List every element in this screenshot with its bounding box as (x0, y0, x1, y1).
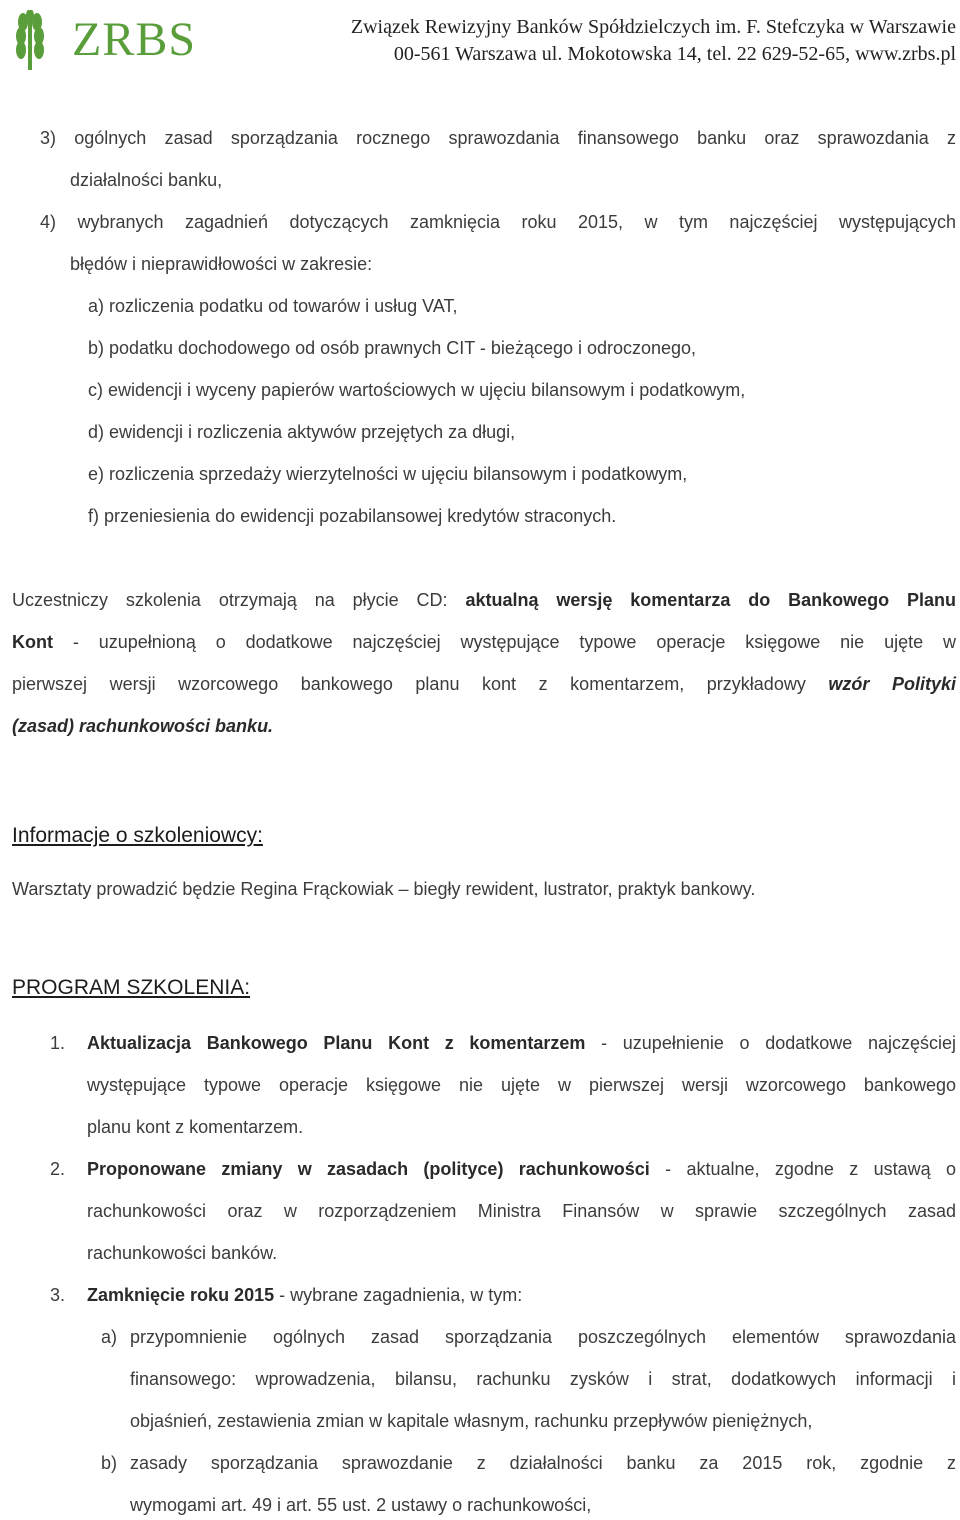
topic-item-4-line2: błędów i nieprawidłowości w zakresie: (70, 254, 373, 274)
subtopic-c: c) ewidencji i wyceny papierów wartościowych w ujęciu bilansowym i podatkowym, (88, 380, 746, 400)
program-item-1-line3: planu kont z komentarzem. (87, 1117, 304, 1137)
program-subitem-b-marker: b) (101, 1453, 118, 1473)
subtopic-f: f) przeniesienia do ewidencji pozabilansowej kredytów straconych. (88, 506, 617, 526)
program-subitem-a-line2: finansowego: wprowadzenia, bilansu, rachunku zysków i strat, dodatkowych informacji i (130, 1369, 956, 1389)
program-item-1-title: Aktualizacja Bankowego Planu Kont z komentarzem (87, 1033, 586, 1053)
cd-intro-text: Uczestniczy szkolenia otrzymają na płycie CD: (12, 590, 466, 610)
cd-desc-text: - uzupełnioną o dodatkowe najczęściej występujące typowe operacje księgowe nie ujęte w (52, 632, 956, 652)
program-heading: PROGRAM SZKOLENIA: (12, 976, 251, 999)
program-item-3-title: Zamknięcie roku 2015 (87, 1285, 275, 1305)
program-item-1-line2: występujące typowe operacje księgowe nie ujęte w pierwszej wersji wzorcowego bankowego (87, 1075, 956, 1095)
cd-desc-text-2: pierwszej wersji wzorcowego bankowego planu kont z komentarzem, przykładowy (12, 674, 829, 694)
topic-item-4-line1: 4) wybranych zagadnień dotyczących zamknięcia roku 2015, w tym najczęściej występujących (40, 212, 956, 232)
program-item-3-number: 3. (50, 1285, 66, 1305)
program-item-2-line3: rachunkowości banków. (87, 1243, 278, 1263)
program-item-2-line2: rachunkowości oraz w rozporządzeniem Ministra Finansów w sprawie szczególnych zasad (87, 1201, 956, 1221)
organization-name: Związek Rewizyjny Banków Spółdzielczych im. F. Stefczyka w Warszawie (350, 16, 956, 38)
subtopic-e: e) rozliczenia sprzedaży wierzytelności w ujęciu bilansowym i podatkowym, (88, 464, 688, 484)
cd-policy-title: wzór Polityki (828, 674, 956, 694)
cd-paragraph-line1 (12, 590, 956, 610)
program-item-3-desc: - wybrane zagadnienia, w tym: (274, 1285, 523, 1305)
program-item-3-line1 (87, 1285, 522, 1305)
zrbs-logo (8, 10, 198, 72)
subtopic-a: a) rozliczenia podatku od towarów i usług VAT, (88, 296, 458, 316)
trainer-heading: Informacje o szkoleniowcy: (12, 824, 263, 847)
program-item-2-line1 (87, 1159, 956, 1179)
organization-info (351, 14, 956, 68)
logo-text: ZRBS (72, 13, 197, 66)
subtopic-b: b) podatku dochodowego od osób prawnych CIT - bieżącego i odroczonego, (88, 338, 697, 358)
program-subitem-b-line2: wymogami art. 49 i art. 55 ust. 2 ustawy o rachunkowości, (130, 1495, 592, 1515)
letterhead (0, 0, 960, 80)
cd-paragraph-line2 (12, 632, 956, 652)
program-item-1-line1 (87, 1033, 956, 1053)
program-item-2-desc: - aktualne, zgodne z ustawą o (649, 1159, 956, 1179)
program-item-2-number: 2. (50, 1159, 66, 1179)
program-subitem-b-line1: zasady sporządzania sprawozdanie z działalności banku za 2015 rok, zgodnie z (130, 1453, 956, 1473)
program-subitem-a-line3: objaśnień, zestawienia zmian w kapitale własnym, rachunku przepływów pieniężnych, (130, 1411, 813, 1431)
topic-item-3-line2: działalności banku, (70, 170, 223, 190)
wheat-icon (10, 10, 50, 70)
organization-address: 00-561 Warszawa ul. Mokotowska 14, tel. 22 629-52-65, www.zrbs.pl (393, 43, 956, 65)
trainer-text: Warsztaty prowadzić będzie Regina Frąckowiak – biegły rewident, lustrator, praktyk bankowy. (12, 879, 756, 899)
cd-policy-title-2: (zasad) rachunkowości banku. (12, 716, 274, 736)
program-item-1-desc: - uzupełnienie o dodatkowe najczęściej (585, 1033, 956, 1053)
program-subitem-a-marker: a) (101, 1327, 118, 1347)
program-item-2-title: Proponowane zmiany w zasadach (polityce) rachunkowości (87, 1159, 650, 1179)
program-item-1-number: 1. (50, 1033, 66, 1053)
cd-bold-text: aktualną wersję komentarza do Bankowego Planu (465, 590, 956, 610)
program-subitem-a-line1: przypomnienie ogólnych zasad sporządzania poszczególnych elementów sprawozdania (130, 1327, 956, 1347)
subtopic-d: d) ewidencji i rozliczenia aktywów przejętych za długi, (88, 422, 516, 442)
cd-paragraph-line3 (12, 674, 956, 694)
topic-item-3-line1: 3) ogólnych zasad sporządzania rocznego sprawozdania finansowego banku oraz sprawozdania z (40, 128, 956, 148)
cd-bold-kont: Kont (12, 632, 53, 652)
cd-paragraph-line4 (12, 716, 273, 736)
